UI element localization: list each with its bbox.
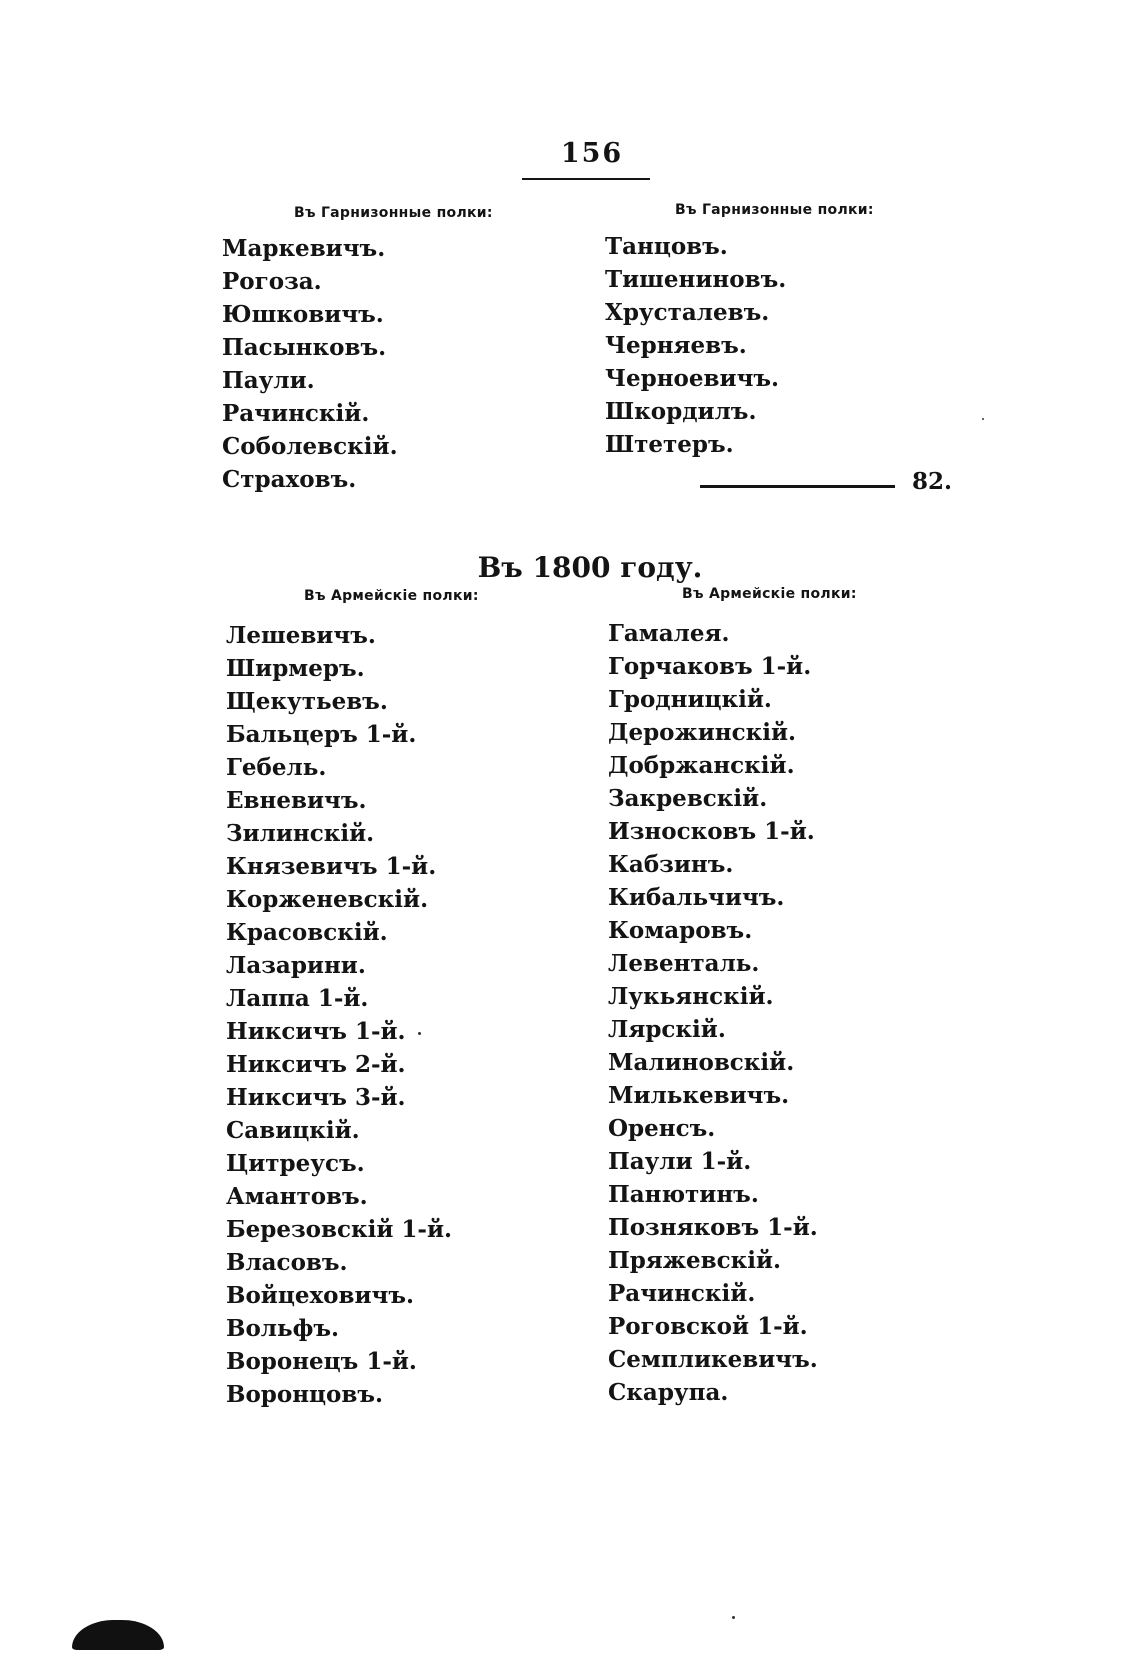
list-item: Танцовъ. bbox=[605, 233, 728, 260]
list-item: Хрусталевъ. bbox=[605, 299, 770, 326]
list-item: Березовскій 1-й. bbox=[226, 1216, 453, 1243]
list-item: Страховъ. bbox=[222, 466, 357, 493]
list-item: Шкордилъ. bbox=[605, 398, 757, 425]
scan-speck bbox=[732, 1616, 735, 1619]
section-title: Въ 1800 году. bbox=[477, 551, 703, 584]
list-item: Воронцовъ. bbox=[226, 1381, 384, 1408]
list-item: Роговской 1-й. bbox=[608, 1313, 808, 1340]
list-item: Красовскій. bbox=[226, 919, 388, 946]
list-item: Рачинскій. bbox=[608, 1280, 756, 1307]
list-item: Штетеръ. bbox=[605, 431, 734, 458]
army-left-heading: Въ Армейскіе полки: bbox=[304, 588, 479, 604]
list-item: Милькевичъ. bbox=[608, 1082, 790, 1109]
list-item: Комаровъ. bbox=[608, 917, 753, 944]
list-item: Юшковичъ. bbox=[222, 301, 384, 328]
army-right-list bbox=[608, 617, 818, 1409]
list-item: Гамалея. bbox=[608, 620, 730, 647]
list-item: Лешевичъ. bbox=[226, 622, 376, 649]
list-item: Горчаковъ 1-й. bbox=[608, 653, 812, 680]
garrison-left-heading: Въ Гарнизонные полки: bbox=[294, 205, 493, 221]
list-item: Малиновскій. bbox=[608, 1049, 795, 1076]
list-item: Щекутьевъ. bbox=[226, 688, 388, 715]
list-item: Рачинскій. bbox=[222, 400, 370, 427]
list-item: Князевичъ 1-й. bbox=[226, 853, 437, 880]
scan-speck bbox=[982, 418, 984, 420]
list-item: Износковъ 1-й. bbox=[608, 818, 815, 845]
garrison-right-list bbox=[605, 230, 786, 461]
list-item: Савицкій. bbox=[226, 1117, 360, 1144]
list-item: Гебель. bbox=[226, 754, 327, 781]
page-number: 156 bbox=[560, 138, 624, 169]
list-item: Пряжевскій. bbox=[608, 1247, 782, 1274]
list-item: Никсичъ 3-й. bbox=[226, 1084, 406, 1111]
list-item: Кибальчичъ. bbox=[608, 884, 785, 911]
list-item: Никсичъ 2-й. bbox=[226, 1051, 406, 1078]
list-item: Лукьянскій. bbox=[608, 983, 774, 1010]
list-item: Бальцеръ 1-й. bbox=[226, 721, 417, 748]
list-item: Кабзинъ. bbox=[608, 851, 734, 878]
list-item: Левенталь. bbox=[608, 950, 760, 977]
list-item: Скарупа. bbox=[608, 1379, 729, 1406]
list-item: Воронецъ 1-й. bbox=[226, 1348, 417, 1375]
list-item: Пасынковъ. bbox=[222, 334, 387, 361]
list-item: Амантовъ. bbox=[226, 1183, 368, 1210]
list-item: Рогоза. bbox=[222, 268, 322, 295]
list-item: Панютинъ. bbox=[608, 1181, 759, 1208]
list-item: Никсичъ 1-й. bbox=[226, 1018, 406, 1045]
garrison-right-heading: Въ Гарнизонные полки: bbox=[675, 202, 874, 218]
list-item: Оренсъ. bbox=[608, 1115, 716, 1142]
total-count: 82. bbox=[912, 468, 953, 495]
list-item: Лаппа 1-й. bbox=[226, 985, 369, 1012]
list-item: Маркевичъ. bbox=[222, 235, 386, 262]
list-item: Вольфъ. bbox=[226, 1315, 340, 1342]
list-item: Добржанскій. bbox=[608, 752, 795, 779]
list-item: Ширмеръ. bbox=[226, 655, 365, 682]
list-item: Зилинскій. bbox=[226, 820, 375, 847]
total-rule bbox=[700, 485, 895, 488]
list-item: Паули. bbox=[222, 367, 315, 394]
garrison-left-list bbox=[222, 232, 398, 496]
list-item: Евневичъ. bbox=[226, 787, 367, 814]
list-item: Закревскій. bbox=[608, 785, 768, 812]
list-item: Паули 1-й. bbox=[608, 1148, 752, 1175]
list-item: Гродницкій. bbox=[608, 686, 772, 713]
list-item: Черняевъ. bbox=[605, 332, 747, 359]
list-item: Лярскій. bbox=[608, 1016, 726, 1043]
list-item: Семпликевичъ. bbox=[608, 1346, 818, 1373]
list-item: Корженевскій. bbox=[226, 886, 429, 913]
list-item: Цитреусъ. bbox=[226, 1150, 365, 1177]
list-item: Соболевскій. bbox=[222, 433, 398, 460]
scan-ink-blot bbox=[72, 1620, 164, 1650]
list-item: Черноевичъ. bbox=[605, 365, 780, 392]
scan-speck bbox=[418, 1032, 421, 1035]
page-number-underline bbox=[522, 178, 650, 180]
army-left-list bbox=[226, 619, 452, 1411]
list-item: Тишениновъ. bbox=[605, 266, 787, 293]
list-item: Позняковъ 1-й. bbox=[608, 1214, 818, 1241]
list-item: Власовъ. bbox=[226, 1249, 348, 1276]
list-item: Дерожинскій. bbox=[608, 719, 797, 746]
list-item: Войцеховичъ. bbox=[226, 1282, 415, 1309]
army-right-heading: Въ Армейскіе полки: bbox=[682, 586, 857, 602]
list-item: Лазарини. bbox=[226, 952, 366, 979]
